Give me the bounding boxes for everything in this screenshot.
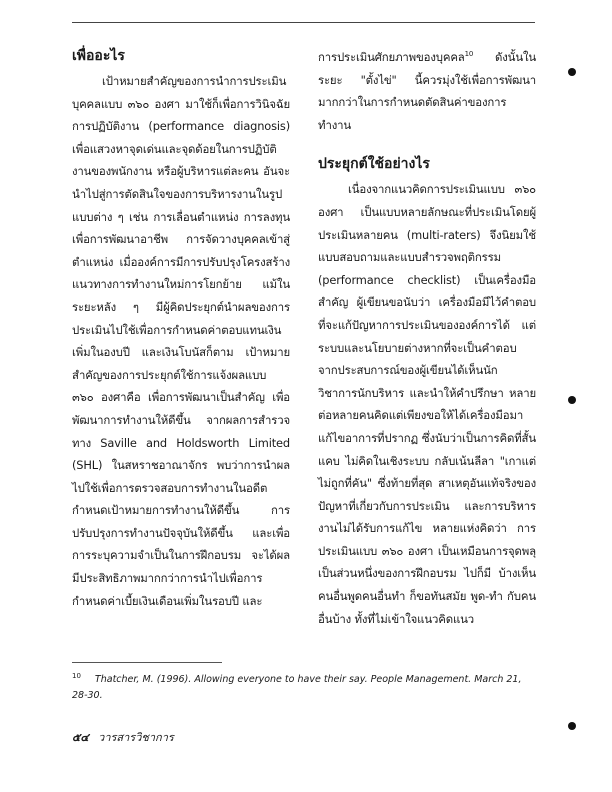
journal-title: วารสารวิชาการ xyxy=(98,731,174,744)
continuation-text-after: ดังนั้นในระยะ "ตั้งไข่" นี้ควรมุ่งใช้เพื่อการพัฒนามากกว่าในการกำหนดตัดสินค่าของการทำงาน xyxy=(318,50,536,132)
left-paragraph: เป้าหมายสำคัญของการนำการประเมินบุคคลแบบ ๓๖๐ องศา มาใช้ก็เพื่อการวินิจฉัยการปฏิบัติงาน (performance diagnosis) เพื่อแสวงหาจุดเด่นและจุดด้อยในการปฏิบัติงานของพนักงาน หรือผู้บริหารแต่ละคน อันจะนำไปสู่การตัดสินใจของการบริหารงานในรูปแบบต่าง ๆ เช่น การเลื่อนตำแหน่ง การลงทุนเพื่อการพัฒนาอาชีพ การจัดวางบุคคลเข้าสู่ตำแหน่ง เมื่อองค์การมีการปรับปรุงโครงสร้างแนวทางการทำงานใหม่การโยกย้าย แม้ในระยะหลัง ๆ มีผู้คิดประยุกต์นำผลของการประเมินไปใช้เพื่อการกำหนดค่าตอบแทนเงินเพิ่มในองบปี และเงินโบนัสก็ตาม เป้าหมายสำคัญของการประยุกต์ใช้การแจ้งผลแบบ ๓๖๐ องศาคือ เพื่อการพัฒนาเป็นสำคัญ เพื่อพัฒนาการทำงานให้ดีขึ้น จากผลการสำรวจทาง Saville and Holdsworth Limited (SHL) ในสหราชอาณาจักร พบว่าการนำผลไปใช้เพื่อการตรวจสอบการทำงานในอดีต กำหนดเป้าหมายการทำงานให้ดีขึ้น การปรับปรุงการทำงานปัจจุบันให้ดีขึ้น และเพื่อการระบุความจำเป็นในการฝึกอบรม จะได้ผลมีประสิทธิภาพมากกว่าการนำไปเพื่อการกำหนดค่าเบี้ยเงินเดือนเพิ่มในรอบปี และ xyxy=(72,74,290,608)
left-column xyxy=(72,46,290,612)
page-number: ๕๔ xyxy=(72,731,89,744)
section-heading-how: ประยุกต์ใช้อย่างไร xyxy=(318,156,430,173)
binder-hole-top xyxy=(568,68,576,76)
footnote-rule xyxy=(72,662,222,663)
binder-hole-bottom xyxy=(568,722,576,730)
top-rule xyxy=(72,22,535,23)
section-heading-why: เพื่ออะไร xyxy=(72,48,125,64)
continuation-text-before: การประเมินศักยภาพของบุคคล xyxy=(318,50,465,64)
right-continuation xyxy=(318,46,536,136)
right-paragraph: เนื่องจากแนวคิดการประเมินแบบ ๓๖๐ องศา เป็นแบบหลายลักษณะที่ประเมินโดยผู้ประเมินหลายคน (multi-raters) จึงนิยมใช้แบบสอบถามและแบบสำรวจพฤติกรรม (performance checklist) เป็นเครื่องมือสำคัญ ผู้เขียนขอนับว่า เครื่องมือมีไว้คำตอบ ที่จะแก้ปัญหาการประเมินขององค์การได้ แต่ระบบและนโยบายต่างหากที่จะเป็นคำตอบ จากประสบการณ์ของผู้เขียนได้เห็นนักวิชาการนักบริหาร และนำให้คำปรึกษา หลายต่อหลายคนคิดแต่เพียงขอให้ได้เครื่องมือมาแก้ไขอาการที่ปรากฏ ซึ่งนับว่าเป็นการคิดที่สั้น แคบ ไม่คิดในเชิงระบบ กลับเน้นลีลา "เกาแต่ไม่ถูกที่คัน" ซึ่งท้ายที่สุด สาเหตุอันแท้จริงของปัญหาที่เกี่ยวกับการประเมิน และการบริหารงานไม่ได้รับการแก้ไข หลายแห่งคิดว่า การประเมินแบบ ๓๖๐ องศา เป็นเหมือนการจุดพลุ เป็นส่วนหนึ่งของการฝึกอบรม ไปก็มี บ้างเห็นคนอื่นพูดคนอื่นทำ ก็ขอทันสมัย พูด-ทำ กับคนอื่นบ้าง ทั้งที่ไม่เข้าใจแนวคิดแนว xyxy=(318,182,536,626)
right-column xyxy=(318,46,536,630)
footnote-number: 10 xyxy=(72,672,81,680)
binder-hole-middle xyxy=(568,396,576,404)
page-footer xyxy=(72,728,174,746)
footnote-ref[interactable]: 10 xyxy=(464,50,474,59)
footnote-text: Thatcher, M. (1996). Allowing everyone to have their say. People Management. March 21, 28-30. xyxy=(72,674,522,702)
footnote xyxy=(72,668,535,704)
